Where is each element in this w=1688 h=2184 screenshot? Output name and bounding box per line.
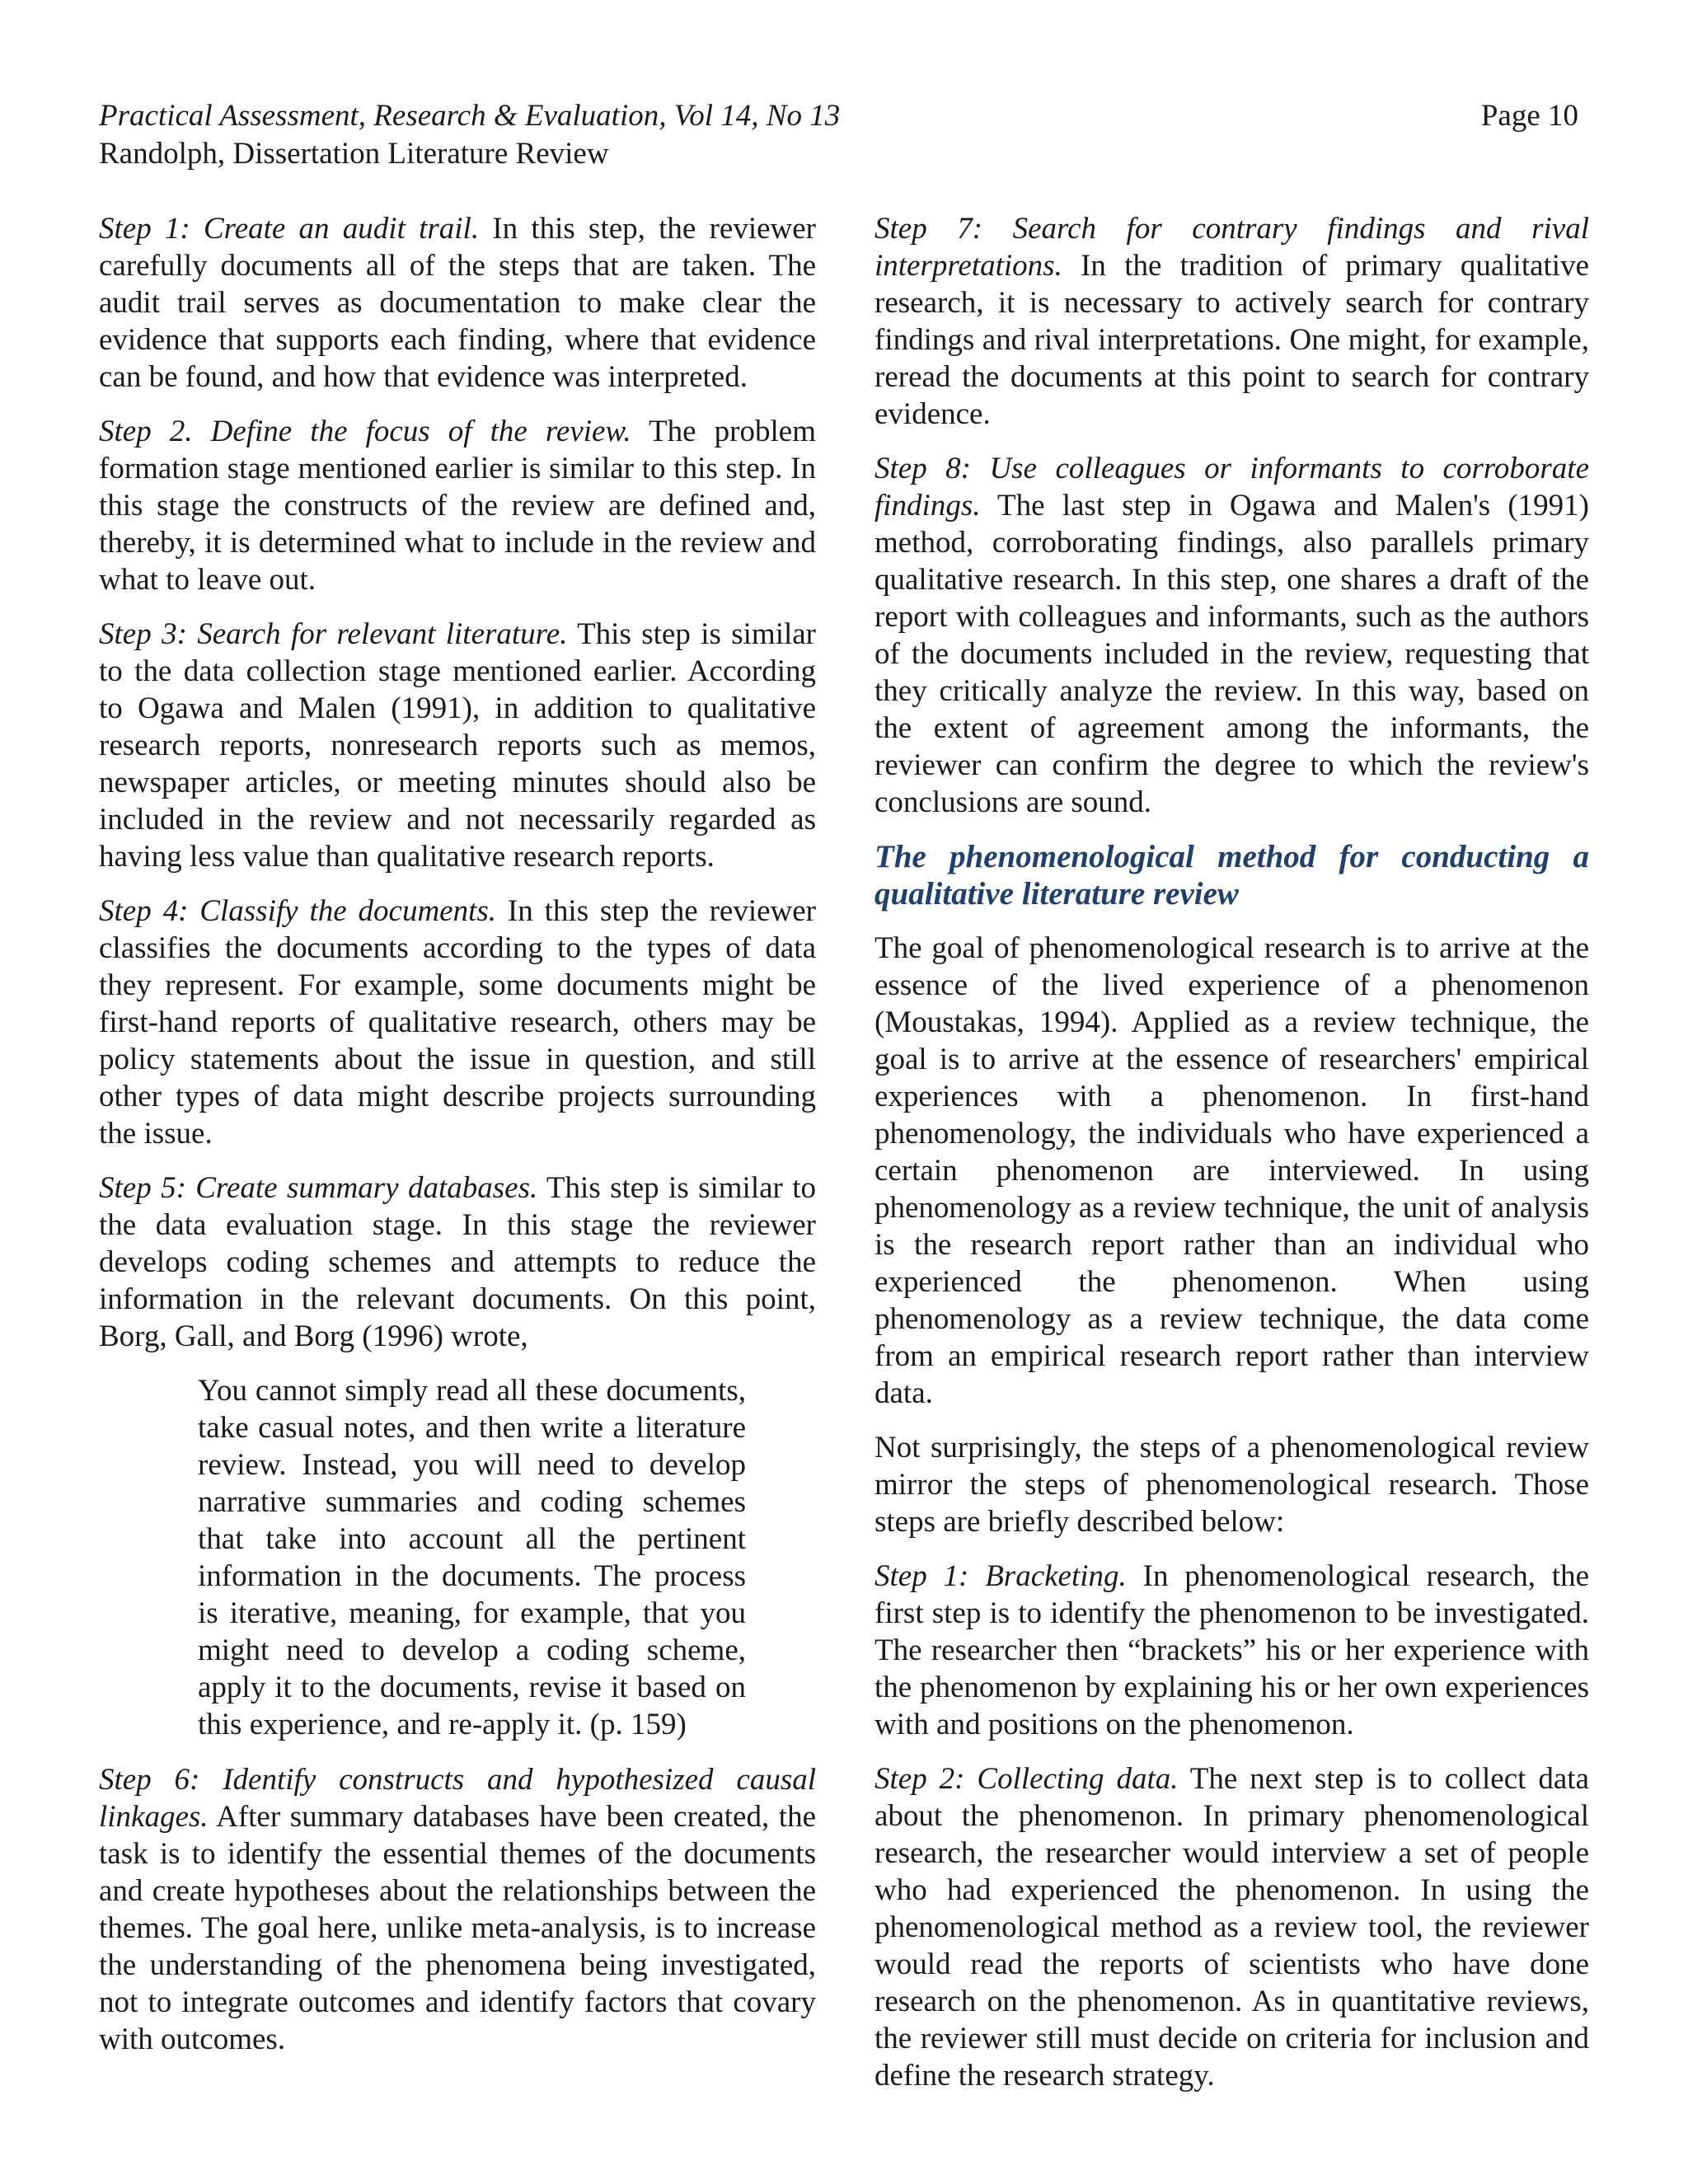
step-text: This step is similar to the data evaluation stage. In this stage the reviewer develops coding schemes and attempts to reduce the information in the relevant documents. On this point, Borg, Gall, and Borg (1996) wrote, <box>99 1171 816 1353</box>
page-header <box>99 97 1578 173</box>
step-text: In this step, the reviewer carefully documents all of the steps that are taken. The audit trail serves as documentation to make clear the evidence that supports each finding, where that evidence can be found, and how that evidence was interpreted. <box>99 212 816 394</box>
step-title: Step 4: Classify the documents. <box>99 894 497 928</box>
step-text: In this step the reviewer classifies the documents according to the types of data they represent. For example, some documents might be first-hand reports of qualitative research, others may be policy statements about the issue in question, and still other types of data might describe projects surrounding the issue. <box>99 894 816 1151</box>
journal-citation: Practical Assessment, Research & Evaluation, Vol 14, No 13 <box>99 99 841 133</box>
paragraph-step-1-bracketing <box>874 1558 1589 1743</box>
step-title: Step 8: Use colleagues or informants to corroborate findings. <box>874 452 1589 523</box>
paragraph-steps-intro: Not surprisingly, the steps of a phenomenological review mirror the steps of phenomenological research. Those steps are briefly described below: <box>874 1431 1589 1539</box>
block-quote: You cannot simply read all these documents, take casual notes, and then write a literature review. Instead, you will need to develop narrative summaries and coding schemes that take into account all the pertinent information in the documents. The process is iterative, meaning, for example, that you might need to develop a coding scheme, apply it to the documents, revise it based on this experience, and re-apply it. (p. 159) <box>198 1374 746 1741</box>
page-number: Page 10 <box>1480 99 1578 133</box>
step-title: Step 2. Define the focus of the review. <box>99 415 631 448</box>
paragraph-step-2-collecting <box>874 1760 1589 2094</box>
step-text: In phenomenological research, the first step is to identify the phenomenon to be investigated. The researcher then “brackets” his or her experience with the phenomenon by explaining his or her own experiences with and positions on the phenomenon. <box>874 1559 1589 1741</box>
step-title: Step 5: Create summary databases. <box>99 1171 538 1205</box>
step-text: After summary databases have been created, the task is to identify the essential themes of the documents and create hypotheses about the relationships between the themes. The goal here, unlike meta-analysis, is to increase the understanding of the phenomena being investigated, not to integrate outcomes and identify factors that covary with outcomes. <box>99 1800 816 2056</box>
step-title: Step 2: Collecting data. <box>874 1762 1179 1796</box>
section-heading: The phenomenological method for conducting a qualitative literature review <box>874 839 1589 912</box>
step-text: In the tradition of primary qualitative research, it is necessary to actively search for contrary findings and rival interpretations. One might, for example, reread the documents at this point to search for contrary evidence. <box>874 249 1589 431</box>
step-text: The problem formation stage mentioned earlier is similar to this step. In this stage the constructs of the review are defined and, thereby, it is determined what to include in the review and what to leave out. <box>99 415 816 597</box>
step-text: The next step is to collect data about the phenomenon. In primary phenomenological research, the researcher would interview a set of people who had experienced the phenomenon. In using the phenomenological method as a review tool, the reviewer would read the reports of scientists who have done research on the phenomenon. As in quantitative reviews, the reviewer still must decide on criteria for inclusion and define the research strategy. <box>874 1762 1589 2093</box>
step-title: Step 1: Bracketing. <box>874 1559 1127 1593</box>
step-title: Step 6: Identify constructs and hypothesized causal linkages. <box>99 1763 816 1834</box>
paragraph-step-3-search <box>99 616 816 875</box>
step-title: Step 1: Create an audit trail. <box>99 212 480 246</box>
step-title: Step 7: Search for contrary findings and rival interpretations. <box>874 212 1589 283</box>
paragraph-step-2-focus <box>99 413 816 598</box>
left-column <box>99 210 816 2075</box>
step-title: Step 3: Search for relevant literature. <box>99 617 568 651</box>
running-title: Randolph, Dissertation Literature Review <box>99 137 609 171</box>
paragraph-step-7-contrary <box>874 210 1589 433</box>
paragraph-step-5-summary <box>99 1169 816 1355</box>
step-text: The last step in Ogawa and Malen's (1991) method, corroborating findings, also parallels primary qualitative research. In this step, one shares a draft of the report with colleagues and informants, such as the authors of the documents included in the review, requesting that they critically analyze the review. In this way, based on the extent of agreement among the informants, the reviewer can confirm the degree to which the review's conclusions are sound. <box>874 489 1589 819</box>
right-column <box>874 210 1589 2111</box>
paragraph-step-4-classify <box>99 893 816 1152</box>
paragraph-step-6-constructs <box>99 1761 816 2058</box>
paragraph-phenomenology-goal: The goal of phenomenological research is to arrive at the essence of the lived experience of a phenomenon (Moustakas, 1994). Applied as a review technique, the goal is to arrive at the essence of researchers' empirical experiences with a phenomenon. In first-hand phenomenology, the individuals who have experienced a certain phenomenon are interviewed. In using phenomenology as a review technique, the unit of analysis is the research report rather than an individual who experienced the phenomenon. When using phenomenology as a review technique, the data come from an empirical research report rather than interview data. <box>874 931 1589 1410</box>
step-text: This step is similar to the data collection stage mentioned earlier. According to Ogawa and Malen (1991), in addition to qualitative research reports, nonresearch reports such as memos, newspaper articles, or meeting minutes should also be included in the review and not necessarily regarded as having less value than qualitative research reports. <box>99 617 816 874</box>
paragraph-step-1-audit-trail <box>99 210 816 396</box>
paragraph-step-8-corroborate <box>874 450 1589 821</box>
